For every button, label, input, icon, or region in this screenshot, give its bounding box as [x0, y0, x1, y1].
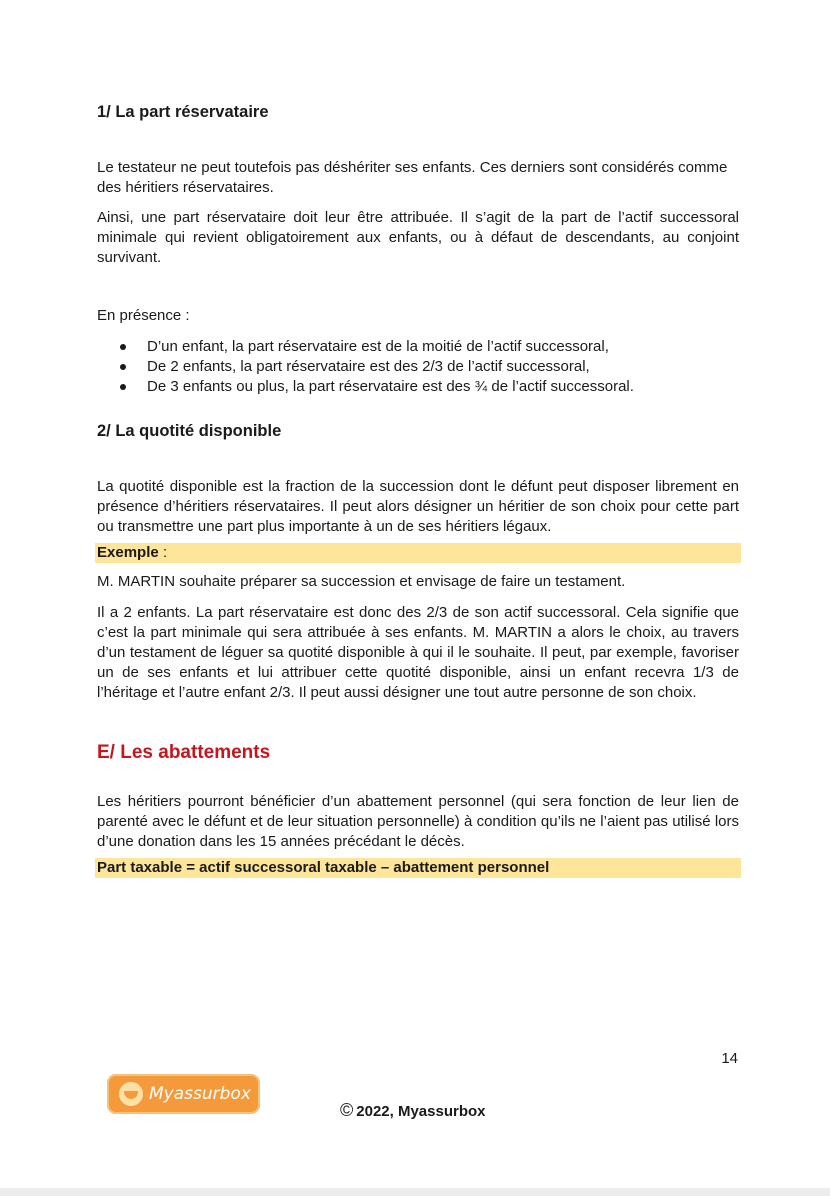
- list-item: De 3 enfants ou plus, la part réservataire est des ¾ de l’actif successoral.: [147, 377, 739, 397]
- copyright: [340, 1100, 486, 1121]
- paragraph-quotite: La quotité disponible est la fraction de la succession dont le défunt peut disposer librement en présence d’héritiers réservataires. Il peut alors désigner un héritier de son choix pour cette part ou transmettre une part plus importante à un de ses héritiers légaux.: [97, 478, 739, 535]
- copyright-text: 2022, Myassurbox: [356, 1103, 486, 1120]
- example-label: Exemple: [97, 544, 159, 561]
- paragraph-part-reservataire: Ainsi, une part réservataire doit leur être attribuée. Il s’agit de la part de l’actif successoral minimale qui revient obligatoirement aux enfants, ou à défaut de descendants, au conjoint survivant.: [97, 209, 739, 266]
- chapter-heading-abattements: E/ Les abattements: [97, 742, 271, 763]
- section-heading-part-reservataire: 1/ La part réservataire: [97, 103, 269, 121]
- page-number: 14: [721, 1050, 738, 1067]
- logo-text: Myassurbox: [149, 1084, 251, 1104]
- formula-highlight: [95, 858, 741, 878]
- example-colon: :: [158, 544, 168, 561]
- formula-text: Part taxable = actif successoral taxable – abattement personnel: [97, 859, 550, 876]
- paragraph-example-detail: Il a 2 enfants. La part réservataire est donc des 2/3 de son actif successoral. Cela signifie que c’est la part minimale qui sera attribuée à ses enfants. M. MARTIN a alors le choix, au travers d’un testament de léguer sa quotité disponible à qui il le souhaite. Il peut, par exemple, favoriser un de ses enfants et lui attribuer cette quotité disponible, ainsi un enfant recevra 1/3 de l’héritage et l’autre enfant 2/3. Il peut aussi désigner une tout autre personne de son choix.: [97, 604, 739, 701]
- example-highlight: [95, 543, 741, 563]
- copyright-icon: ©: [340, 1100, 354, 1120]
- smile-icon: [119, 1082, 143, 1106]
- paragraph-abattements: Les héritiers pourront bénéficier d’un abattement personnel (qui sera fonction de leur lien de parenté avec le défunt et de leur situation personnelle) à condition qu’ils ne l’aient pas utilisé lors d’une donation dans les 15 années précédant le décès.: [97, 793, 739, 850]
- paragraph-example-intro: M. MARTIN souhaite préparer sa succession et envisage de faire un testament.: [97, 573, 626, 590]
- bullet-list-reserve: [97, 337, 739, 397]
- section-heading-quotite-disponible: 2/ La quotité disponible: [97, 422, 282, 440]
- list-item: D’un enfant, la part réservataire est de la moitié de l’actif successoral,: [147, 337, 739, 357]
- list-item: De 2 enfants, la part réservataire est des 2/3 de l’actif successoral,: [147, 357, 739, 377]
- paragraph-en-presence: En présence :: [97, 307, 190, 324]
- myassurbox-logo: [107, 1074, 260, 1114]
- paragraph-testateur: Le testateur ne peut toutefois pas déshériter ses enfants. Ces derniers sont considérés comme des héritiers réservataires.: [97, 159, 728, 196]
- page-content: [97, 102, 739, 878]
